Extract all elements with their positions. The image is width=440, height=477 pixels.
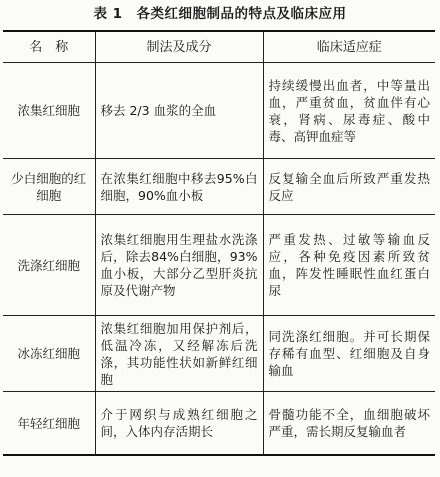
table-row bbox=[3, 63, 435, 159]
row-method: 移去 2/3 血浆的全血 bbox=[95, 63, 263, 159]
row-indication: 同洗涤红细胞。并可长期保存稀有血型、红细胞及自身输血 bbox=[263, 316, 435, 392]
row-indication: 持续缓慢出血者，中等量出血，严重贫血，贫血伴有心衰，肾病、尿毒症、酸中毒、高钾血症等 bbox=[263, 63, 435, 159]
row-method: 在浓集红细胞中移去95%白细胞，90%血小板 bbox=[95, 159, 263, 215]
table-header-row bbox=[3, 31, 435, 63]
header-name: 名 称 bbox=[3, 31, 95, 63]
table-caption: 各类红细胞制品的特点及临床应用 bbox=[136, 6, 347, 22]
header-indication: 临床适应症 bbox=[263, 31, 435, 63]
row-name: 少白细胞的红细胞 bbox=[3, 159, 95, 215]
table-row bbox=[3, 159, 435, 215]
row-indication: 反复输全血后所致严重发热反应 bbox=[263, 159, 435, 215]
table-title bbox=[0, 0, 440, 28]
row-name: 冰冻红细胞 bbox=[3, 316, 95, 392]
table-row bbox=[3, 392, 435, 456]
row-name: 年轻红细胞 bbox=[3, 392, 95, 456]
blood-products-table bbox=[3, 30, 435, 456]
row-indication: 骨髓功能不全，血细胞破坏严重，需长期反复输血者 bbox=[263, 392, 435, 456]
row-indication: 严重发热、过敏等输血反应，各种免疫因素所致贫血，阵发性睡眠性血红蛋白尿 bbox=[263, 215, 435, 316]
row-method: 浓集红细胞加用保护剂后，低温冷冻，又经解冻后洗涤，其功能性状如新鲜红细胞 bbox=[95, 316, 263, 392]
table-row bbox=[3, 316, 435, 392]
row-name: 浓集红细胞 bbox=[3, 63, 95, 159]
table-row bbox=[3, 215, 435, 316]
row-name: 洗涤红细胞 bbox=[3, 215, 95, 316]
row-method: 介于网织与成熟红细胞之间，入体内存活期长 bbox=[95, 392, 263, 456]
header-method: 制法及成分 bbox=[95, 31, 263, 63]
row-method: 浓集红细胞用生理盐水洗涤后，除去84%白细胞，93%血小板，大部分乙型肝炎抗原及代谢产物 bbox=[95, 215, 263, 316]
table-number: 表 1 bbox=[93, 6, 123, 22]
